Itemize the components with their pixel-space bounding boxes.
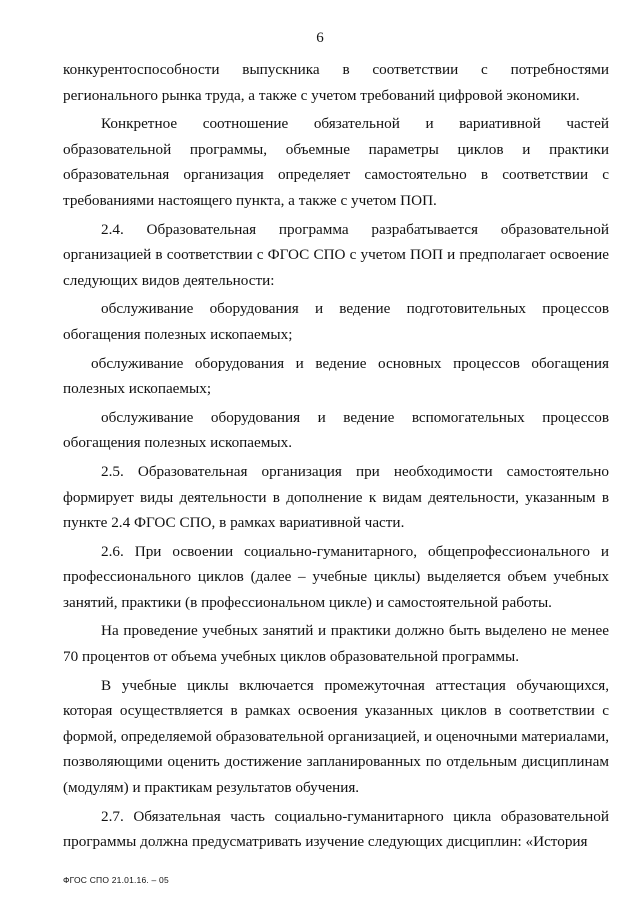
- page-number: 6: [316, 30, 324, 46]
- paragraph-2-7: 2.7. Обязательная часть социально-гуманитарного цикла образовательной программы должна предусматривать изучение следующих дисциплин: «История: [63, 807, 609, 851]
- paragraph-attestation: В учебные циклы включается промежуточная аттестация обучающихся, которая осуществляется в рамках освоения указанных циклов в соответствии с формой, определяемой образовательной организацией, и оценочными материалами, позволяющими оценить достижение запланированных по отдельным дисциплинам (модулям) и практикам результатов обучения.: [63, 676, 609, 797]
- list-item-auxiliary: обслуживание оборудования и ведение вспомогательных процессов обогащения полезных ископаемых.: [63, 408, 609, 452]
- document-footer: ФГОС СПО 21.01.16. – 05: [63, 875, 169, 885]
- list-item-preparatory: обслуживание оборудования и ведение подготовительных процессов обогащения полезных ископаемых;: [63, 300, 609, 343]
- body-text: [63, 57, 609, 855]
- paragraph-2-4: 2.4. Образовательная программа разрабатывается образовательной организацией в соответствии с ФГОС СПО с учетом ПОП и предполагает освоение следующих видов деятельности:: [63, 220, 609, 289]
- paragraph-70-percent: На проведение учебных занятий и практики должно быть выделено не менее 70 процентов от объема учебных циклов образовательной программы.: [63, 622, 609, 666]
- paragraph-2-6: 2.6. При освоении социально-гуманитарного, общепрофессионального и профессионального циклов (далее – учебные циклы) выделяется объем учебных занятий, практики (в профессиональном цикле) и самостоятельной работы.: [63, 542, 609, 611]
- paragraph-ratio: Конкретное соотношение обязательной и вариативной частей образовательной программы, объемные параметры циклов и практики образовательная организация определяет самостоятельно в соответствии с требованиями настоящего пункта, а также с учетом ПОП.: [63, 115, 609, 209]
- list-item-main: обслуживание оборудования и ведение основных процессов обогащения полезных ископаемых;: [63, 354, 609, 398]
- paragraph-continuation: конкурентоспособности выпускника в соответствии с потребностями регионального рынка труда, а также с учетом требований цифровой экономики.: [63, 61, 609, 104]
- paragraph-2-5: 2.5. Образовательная организация при необходимости самостоятельно формирует виды деятельности в дополнение к видам деятельности, указанным в пункте 2.4 ФГОС СПО, в рамках вариативной части.: [63, 462, 609, 532]
